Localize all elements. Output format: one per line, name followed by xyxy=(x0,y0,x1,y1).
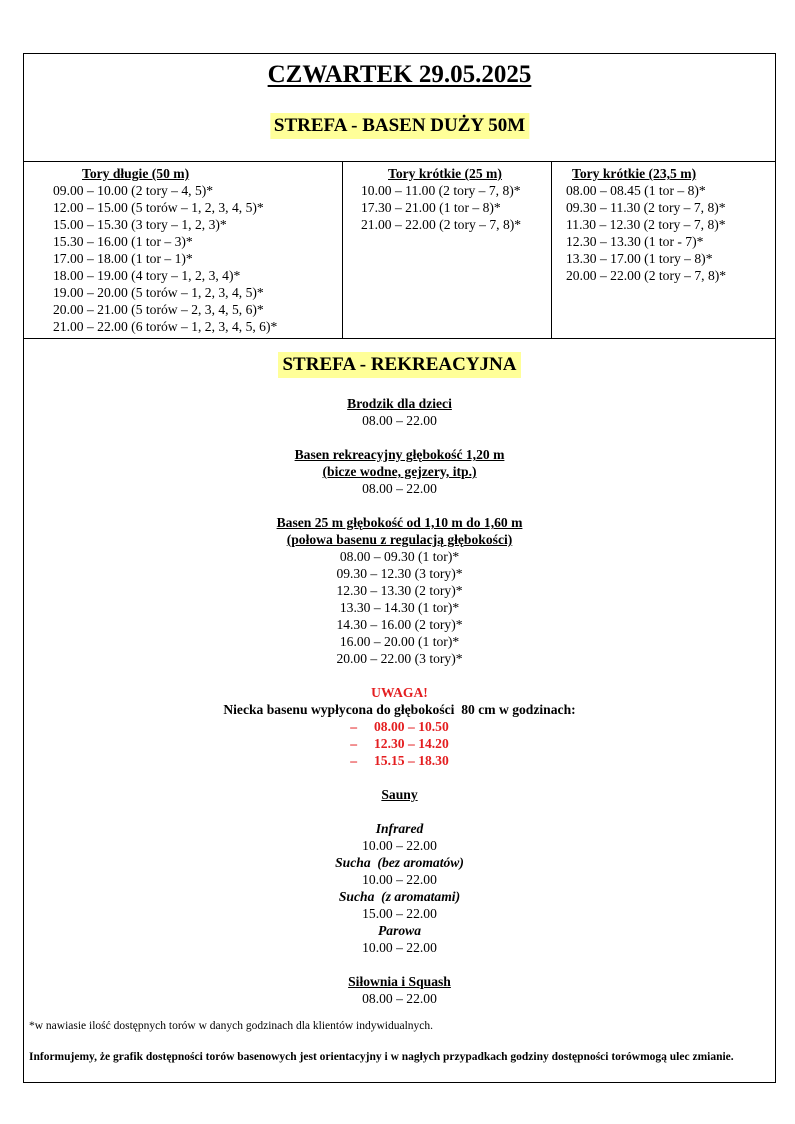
zone-title-pool50: STREFA - BASEN DUŻY 50M xyxy=(270,113,529,139)
lane-row: 17.00 – 18.00 (1 tor – 1)* xyxy=(53,251,193,266)
pool25-subtitle: (połowa basenu z regulacją głębokości) xyxy=(286,532,513,547)
zone-title-recreation: STREFA - REKREACYJNA xyxy=(278,352,520,378)
recpool-title: Basen rekreacyjny głębokość 1,20 m xyxy=(294,447,505,462)
sauna-name: Infrared xyxy=(375,821,424,836)
footnote-info: Informujemy, że grafik dostępności torów basenowych jest orientacyjny i w nagłych przypadkach godziny dostępności torówmogą ulec zmianie. xyxy=(29,1051,734,1063)
warning-row: – 08.00 – 10.50 xyxy=(350,719,449,734)
lane-row: 15.00 – 15.30 (3 tory – 1, 2, 3)* xyxy=(53,217,227,232)
lanes-short25-column xyxy=(342,162,551,338)
lane-row: 11.30 – 12.30 (2 tory – 7, 8)* xyxy=(566,217,726,232)
header-section xyxy=(24,54,775,162)
lane-row: 19.00 – 20.00 (5 torów – 1, 2, 3, 4, 5)* xyxy=(53,285,264,300)
lanes-table xyxy=(24,162,775,339)
warning-row: – 12.30 – 14.20 xyxy=(350,736,449,751)
pool25-row: 16.00 – 20.00 (1 tor)* xyxy=(339,634,460,649)
recpool-hours: 08.00 – 22.00 xyxy=(362,481,437,496)
lanes-long-title: Tory długie (50 m) xyxy=(82,166,190,181)
lanes-short23-title: Tory krótkie (23,5 m) xyxy=(572,166,697,181)
sauna-hours: 10.00 – 22.00 xyxy=(362,940,437,955)
lane-row: 12.00 – 15.00 (5 torów – 1, 2, 3, 4, 5)* xyxy=(53,200,264,215)
lane-row: 12.30 – 13.30 (1 tor - 7)* xyxy=(566,234,704,249)
saunas-title: Sauny xyxy=(381,787,418,802)
warning-row: – 15.15 – 18.30 xyxy=(350,753,449,768)
lane-row: 13.30 – 17.00 (1 tory – 8)* xyxy=(566,251,713,266)
lane-row: 09.30 – 11.30 (2 tory – 7, 8)* xyxy=(566,200,726,215)
recpool-subtitle: (bicze wodne, gejzery, itp.) xyxy=(322,464,477,479)
sauna-name: Parowa xyxy=(377,923,422,938)
lane-row: 20.00 – 22.00 (2 tory – 7, 8)* xyxy=(566,268,727,283)
lane-row: 10.00 – 11.00 (2 tory – 7, 8)* xyxy=(361,183,521,198)
schedule-frame xyxy=(23,53,776,1083)
sauna-hours: 15.00 – 22.00 xyxy=(362,906,437,921)
lane-row: 21.00 – 22.00 (6 torów – 1, 2, 3, 4, 5, 6)* xyxy=(53,319,278,334)
pool25-row: 13.30 – 14.30 (1 tor)* xyxy=(339,600,460,615)
lane-row: 15.30 – 16.00 (1 tor – 3)* xyxy=(53,234,193,249)
pool25-row: 12.30 – 13.30 (2 tory)* xyxy=(336,583,463,598)
sauna-hours: 10.00 – 22.00 xyxy=(362,872,437,887)
lanes-long-column xyxy=(24,162,342,338)
pool25-title: Basen 25 m głębokość od 1,10 m do 1,60 m xyxy=(276,515,523,530)
lane-row: 08.00 – 08.45 (1 tor – 8)* xyxy=(566,183,706,198)
pool25-row: 08.00 – 09.30 (1 tor)* xyxy=(339,549,460,564)
paddling-title: Brodzik dla dzieci xyxy=(347,396,452,411)
page-title: CZWARTEK 29.05.2025 xyxy=(267,61,532,88)
pool25-row: 09.30 – 12.30 (3 tory)* xyxy=(336,566,463,581)
paddling-hours: 08.00 – 22.00 xyxy=(362,413,437,428)
lane-row: 18.00 – 19.00 (4 tory – 1, 2, 3, 4)* xyxy=(53,268,241,283)
sauna-name: Sucha (z aromatami) xyxy=(338,889,461,904)
lane-row: 09.00 – 10.00 (2 tory – 4, 5)* xyxy=(53,183,214,198)
gym-hours: 08.00 – 22.00 xyxy=(362,991,437,1006)
lane-row: 21.00 – 22.00 (2 tory – 7, 8)* xyxy=(361,217,522,232)
sauna-name: Sucha (bez aromatów) xyxy=(335,855,464,870)
footnote-lanes: *w nawiasie ilość dostępnych torów w danych godzinach dla klientów indywidualnych. xyxy=(29,1020,434,1032)
sauna-hours: 10.00 – 22.00 xyxy=(362,838,437,853)
lane-row: 20.00 – 21.00 (5 torów – 2, 3, 4, 5, 6)* xyxy=(53,302,264,317)
lane-row: 17.30 – 21.00 (1 tor – 8)* xyxy=(361,200,501,215)
lanes-short25-title: Tory krótkie (25 m) xyxy=(388,166,502,181)
recreation-section xyxy=(24,339,775,1007)
warning-title: UWAGA! xyxy=(371,685,428,700)
pool25-row: 14.30 – 16.00 (2 tory)* xyxy=(336,617,463,632)
pool25-row: 20.00 – 22.00 (3 tory)* xyxy=(336,651,463,666)
lanes-short23-column xyxy=(551,162,775,338)
warning-text: Niecka basenu wypłycona do głębokości 80 cm w godzinach: xyxy=(223,702,576,717)
gym-title: Siłownia i Squash xyxy=(348,974,451,989)
